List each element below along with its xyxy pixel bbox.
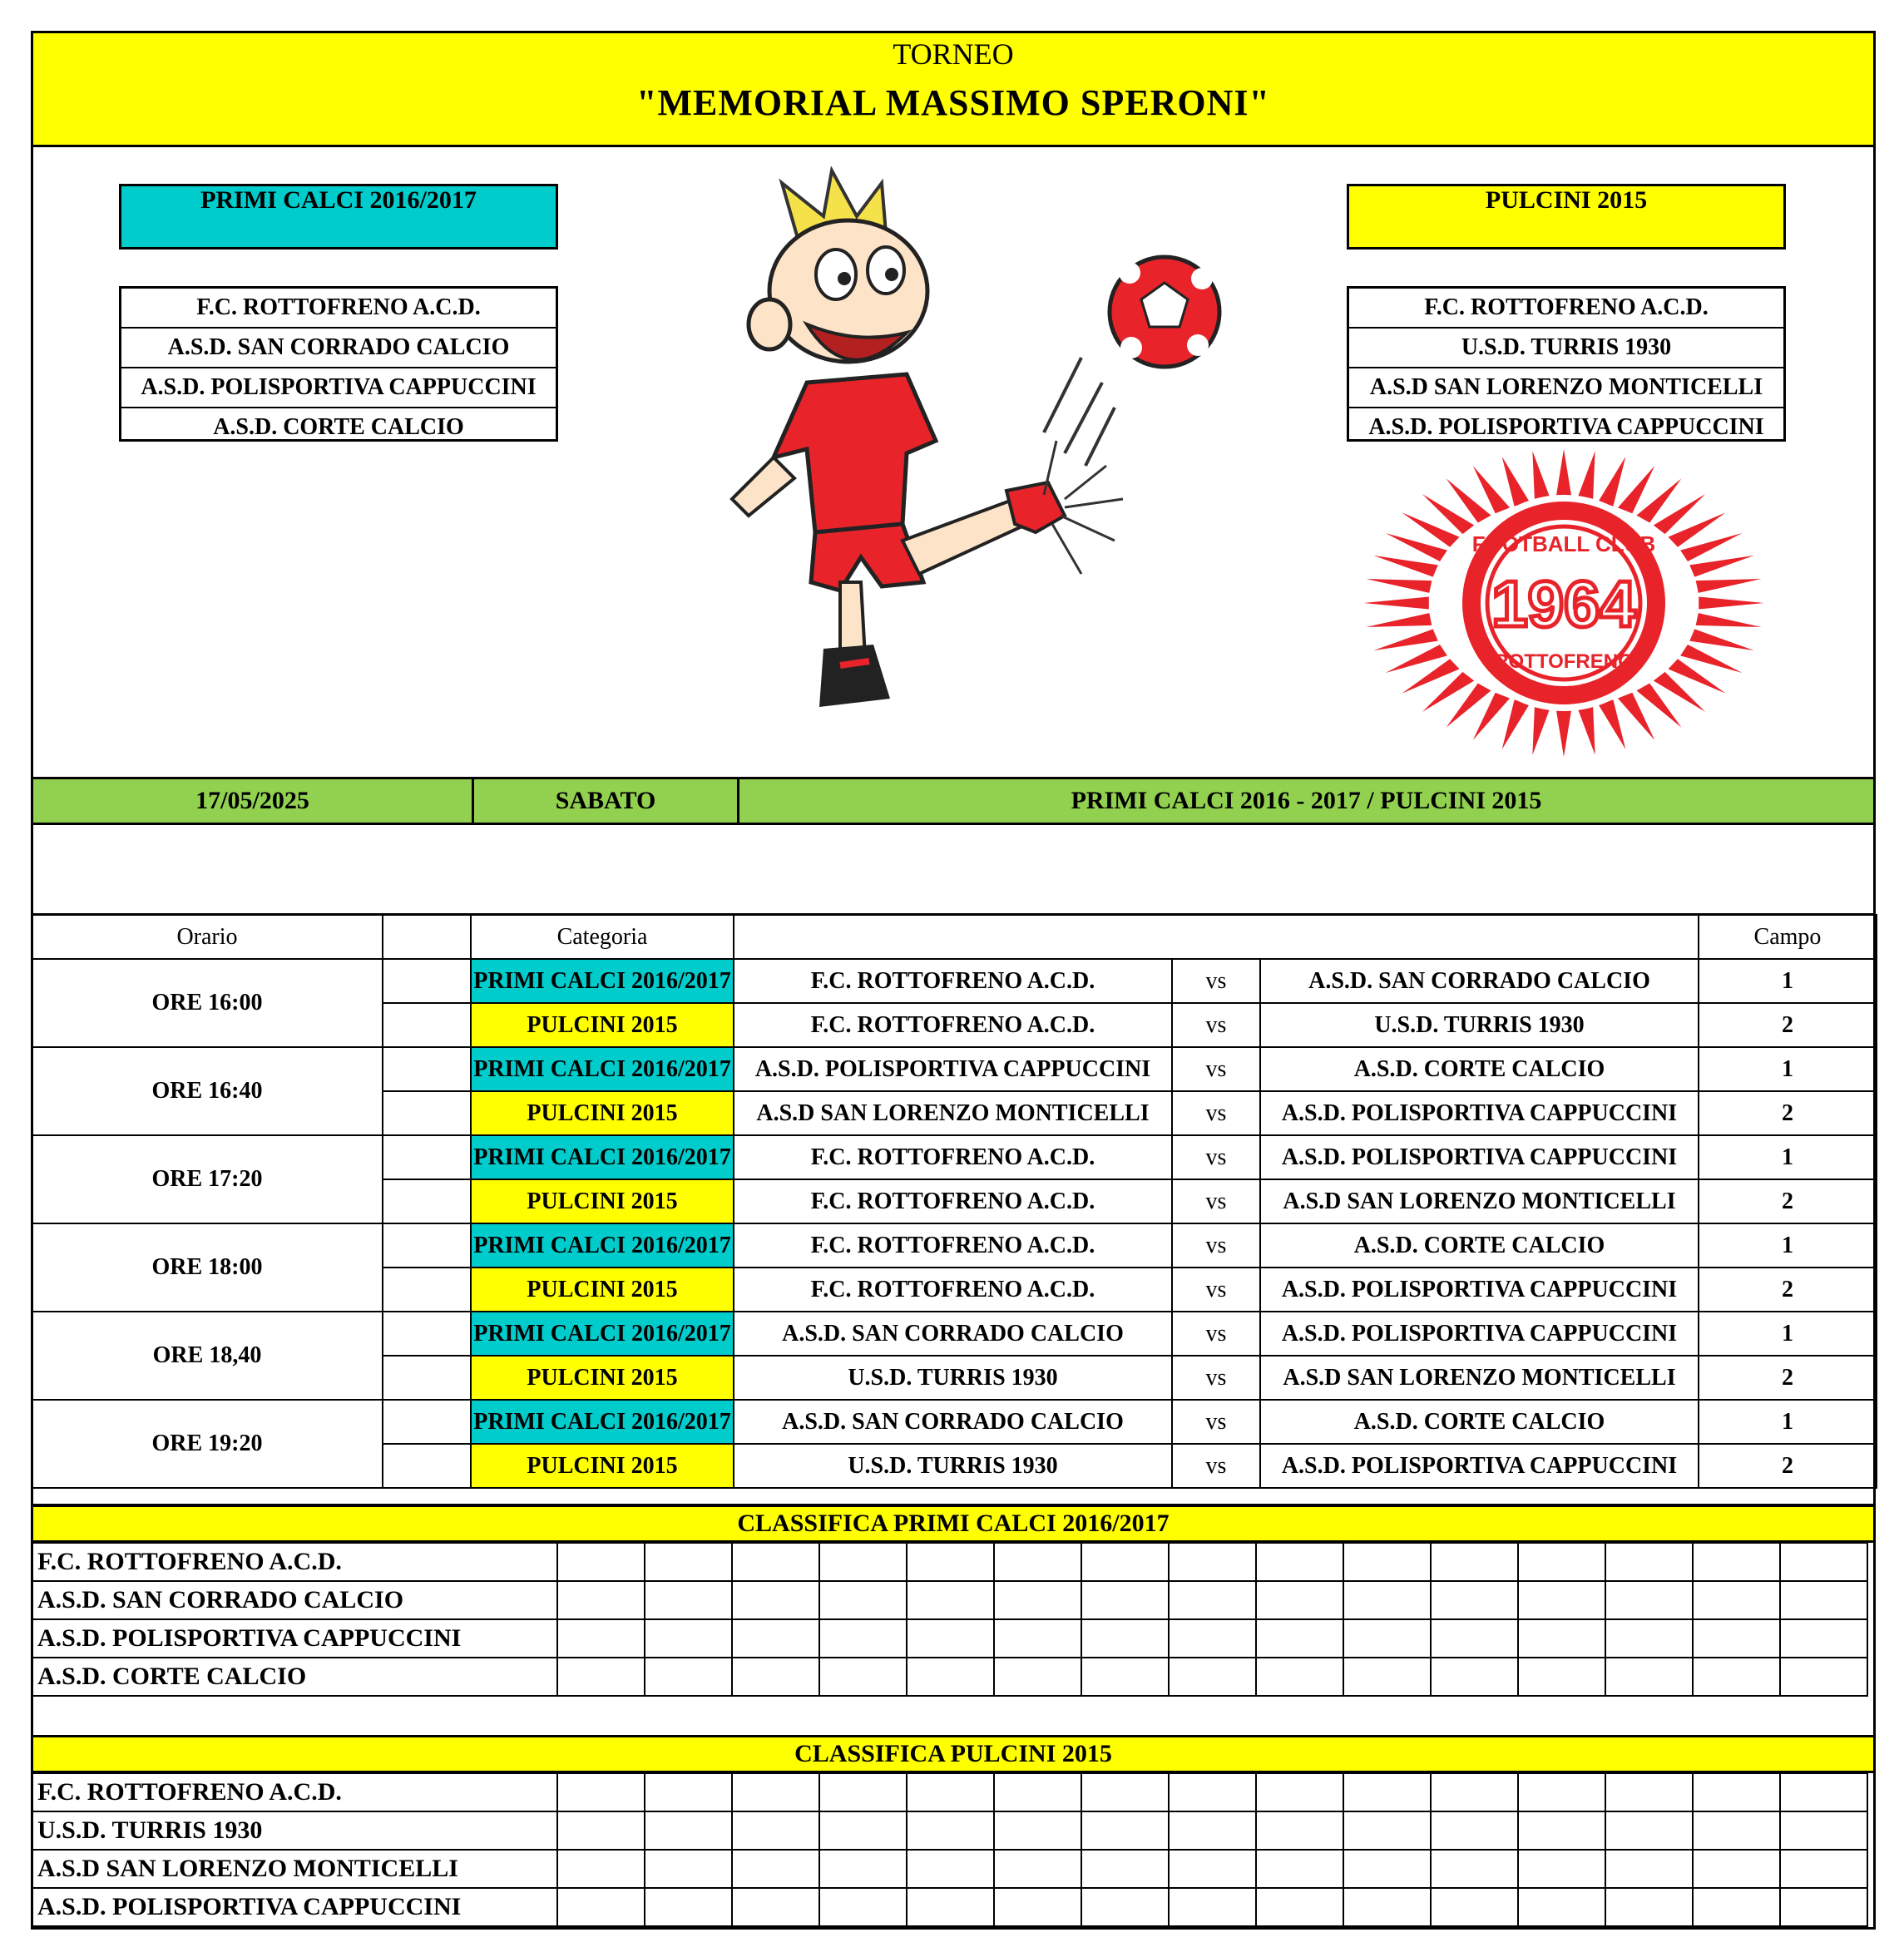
slot-time: ORE 16:00	[32, 959, 383, 1047]
standings-pulcini-table	[31, 1772, 1868, 1927]
standings-score-cell	[1256, 1619, 1343, 1658]
day-bar-day: SABATO	[474, 779, 739, 823]
standings-score-cell	[907, 1658, 994, 1696]
rottofreno-club-logo	[1348, 445, 1780, 761]
standings-score-cell	[1605, 1850, 1693, 1888]
blank-cell	[383, 1091, 471, 1135]
standings-score-cell	[645, 1658, 732, 1696]
standings-team-name: F.C. ROTTOFRENO A.C.D.	[32, 1543, 557, 1581]
group-team-item: A.S.D SAN LORENZO MONTICELLI	[1349, 368, 1783, 408]
standings-team-name: A.S.D. CORTE CALCIO	[32, 1658, 557, 1696]
spacer-band	[31, 823, 1876, 916]
match-vs: vs	[1172, 1091, 1260, 1135]
match-campo: 1	[1699, 1312, 1877, 1356]
logo-ray	[1502, 699, 1530, 749]
standings-score-cell	[1256, 1581, 1343, 1619]
match-home-team: F.C. ROTTOFRENO A.C.D.	[734, 1179, 1172, 1223]
logo-ray	[1689, 556, 1753, 577]
standings-score-cell	[819, 1658, 907, 1696]
standings-score-cell	[1780, 1581, 1867, 1619]
standings-score-cell	[1343, 1543, 1431, 1581]
header-blank	[383, 915, 471, 959]
standings-score-cell	[1256, 1658, 1343, 1696]
standings-pulcini-title: CLASSIFICA PULCINI 2015	[794, 1740, 1112, 1767]
match-vs: vs	[1172, 1400, 1260, 1444]
group-primi-calci-header	[119, 184, 558, 250]
standings-score-cell	[819, 1619, 907, 1658]
standings-score-cell	[1169, 1811, 1256, 1850]
standings-team-name: A.S.D. SAN CORRADO CALCIO	[32, 1581, 557, 1619]
match-vs: vs	[1172, 1312, 1260, 1356]
standings-score-cell	[994, 1811, 1081, 1850]
standings-score-cell	[557, 1773, 645, 1811]
match-home-team: F.C. ROTTOFRENO A.C.D.	[734, 959, 1172, 1003]
match-category: PULCINI 2015	[471, 1003, 734, 1047]
spacer-row-2	[31, 1697, 1876, 1737]
logo-ray	[1364, 597, 1429, 610]
standings-score-cell	[732, 1888, 819, 1926]
match-vs: vs	[1172, 1003, 1260, 1047]
standings-score-cell	[1169, 1658, 1256, 1696]
match-away-team: A.S.D. SAN CORRADO CALCIO	[1260, 959, 1699, 1003]
standings-score-cell	[907, 1773, 994, 1811]
standings-score-cell	[1169, 1773, 1256, 1811]
group-team-item: A.S.D. CORTE CALCIO	[213, 414, 464, 440]
blank-cell	[383, 1312, 471, 1356]
standings-score-cell	[1780, 1811, 1867, 1850]
group-primi-calci-teams	[119, 286, 558, 442]
group-pulcini-header	[1347, 184, 1786, 250]
standings-score-cell	[1605, 1888, 1693, 1926]
standings-primi-title: CLASSIFICA PRIMI CALCI 2016/2017	[737, 1510, 1170, 1537]
standings-score-cell	[1081, 1543, 1169, 1581]
standings-score-cell	[1081, 1581, 1169, 1619]
standings-score-cell	[994, 1543, 1081, 1581]
match-away-team: A.S.D SAN LORENZO MONTICELLI	[1260, 1356, 1699, 1400]
match-campo: 2	[1699, 1356, 1877, 1400]
standings-score-cell	[732, 1811, 819, 1850]
standings-row	[32, 1773, 1867, 1811]
standings-score-cell	[819, 1811, 907, 1850]
logo-ray	[1699, 597, 1763, 610]
standings-score-cell	[1256, 1773, 1343, 1811]
spacer-row	[31, 1466, 1876, 1506]
standings-score-cell	[1256, 1850, 1343, 1888]
standings-score-cell	[1605, 1581, 1693, 1619]
match-row	[32, 1223, 1877, 1268]
standings-score-cell	[1431, 1619, 1518, 1658]
tournament-title: "MEMORIAL MASSIMO SPERONI"	[636, 82, 1270, 123]
match-category: PRIMI CALCI 2016/2017	[471, 1400, 734, 1444]
standings-score-cell	[1605, 1811, 1693, 1850]
standings-score-cell	[1343, 1850, 1431, 1888]
blank-cell	[383, 959, 471, 1003]
match-campo: 2	[1699, 1179, 1877, 1223]
match-away-team: A.S.D. CORTE CALCIO	[1260, 1400, 1699, 1444]
standings-score-cell	[1780, 1658, 1867, 1696]
match-campo: 2	[1699, 1268, 1877, 1312]
match-campo: 1	[1699, 1400, 1877, 1444]
standings-score-cell	[907, 1543, 994, 1581]
standings-score-cell	[732, 1850, 819, 1888]
group-team-item: A.S.D. POLISPORTIVA CAPPUCCINI	[121, 368, 556, 408]
match-home-team: A.S.D. POLISPORTIVA CAPPUCCINI	[734, 1047, 1172, 1091]
standings-score-cell	[1693, 1773, 1780, 1811]
match-category: PRIMI CALCI 2016/2017	[471, 1135, 734, 1179]
standings-score-cell	[1605, 1619, 1693, 1658]
logo-ray	[1532, 704, 1550, 755]
logo-ray	[1577, 704, 1595, 755]
standings-score-cell	[1343, 1811, 1431, 1850]
standings-score-cell	[1518, 1543, 1605, 1581]
group-team-item: U.S.D. TURRIS 1930	[1349, 329, 1783, 368]
standings-score-cell	[557, 1543, 645, 1581]
logo-bottom-text: ROTTOFRENO	[1494, 650, 1634, 673]
match-vs: vs	[1172, 1356, 1260, 1400]
standings-team-name: A.S.D. POLISPORTIVA CAPPUCCINI	[32, 1888, 557, 1926]
match-row	[32, 1312, 1877, 1356]
standings-score-cell	[907, 1811, 994, 1850]
match-row	[32, 1047, 1877, 1091]
standings-row	[32, 1543, 1867, 1581]
blank-cell	[383, 1047, 471, 1091]
standings-score-cell	[1518, 1773, 1605, 1811]
standings-score-cell	[1518, 1619, 1605, 1658]
slot-time: ORE 16:40	[32, 1047, 383, 1135]
match-vs: vs	[1172, 1179, 1260, 1223]
blank-cell	[383, 1356, 471, 1400]
match-home-team: A.S.D. SAN CORRADO CALCIO	[734, 1312, 1172, 1356]
standings-score-cell	[732, 1773, 819, 1811]
match-home-team: A.S.D. SAN CORRADO CALCIO	[734, 1400, 1172, 1444]
group-primi-calci-title: PRIMI CALCI 2016/2017	[200, 186, 477, 214]
standings-score-cell	[1081, 1619, 1169, 1658]
match-home-team: F.C. ROTTOFRENO A.C.D.	[734, 1135, 1172, 1179]
standings-score-cell	[994, 1581, 1081, 1619]
match-row	[32, 1400, 1877, 1444]
standings-score-cell	[994, 1658, 1081, 1696]
standings-score-cell	[1256, 1811, 1343, 1850]
standings-score-cell	[1081, 1888, 1169, 1926]
match-vs: vs	[1172, 1135, 1260, 1179]
match-category: PRIMI CALCI 2016/2017	[471, 1312, 734, 1356]
match-category: PULCINI 2015	[471, 1268, 734, 1312]
group-team-item: F.C. ROTTOFRENO A.C.D.	[121, 289, 556, 329]
slot-time: ORE 19:20	[32, 1400, 383, 1488]
standings-score-cell	[1343, 1888, 1431, 1926]
logo-ray	[1577, 451, 1595, 502]
standings-score-cell	[819, 1773, 907, 1811]
standings-score-cell	[1256, 1543, 1343, 1581]
torneo-label: TORNEO	[893, 37, 1014, 71]
standings-score-cell	[1256, 1888, 1343, 1926]
group-pulcini-teams	[1347, 286, 1786, 442]
standings-score-cell	[907, 1850, 994, 1888]
standings-score-cell	[1431, 1543, 1518, 1581]
blank-cell	[383, 1223, 471, 1268]
match-home-team: U.S.D. TURRIS 1930	[734, 1356, 1172, 1400]
logo-ray	[1696, 613, 1762, 627]
slot-time: ORE 17:20	[32, 1135, 383, 1223]
standings-score-cell	[1693, 1811, 1780, 1850]
standings-score-cell	[907, 1619, 994, 1658]
logo-ray	[1555, 707, 1571, 757]
standings-row	[32, 1658, 1867, 1696]
match-vs: vs	[1172, 1268, 1260, 1312]
standings-score-cell	[645, 1581, 732, 1619]
standings-score-cell	[557, 1888, 645, 1926]
logo-ray	[1366, 613, 1432, 627]
slot-time: ORE 18,40	[32, 1312, 383, 1400]
group-team-item: F.C. ROTTOFRENO A.C.D.	[1349, 289, 1783, 329]
group-team-item: A.S.D. SAN CORRADO CALCIO	[121, 329, 556, 368]
standings-score-cell	[1081, 1773, 1169, 1811]
standings-score-cell	[1343, 1658, 1431, 1696]
match-campo: 1	[1699, 1047, 1877, 1091]
logo-ray	[1366, 579, 1432, 593]
standings-score-cell	[1081, 1658, 1169, 1696]
standings-pulcini-header	[31, 1735, 1876, 1773]
standings-score-cell	[1518, 1888, 1605, 1926]
match-category: PULCINI 2015	[471, 1179, 734, 1223]
standings-score-cell	[645, 1811, 732, 1850]
match-category: PRIMI CALCI 2016/2017	[471, 959, 734, 1003]
match-away-team: A.S.D. POLISPORTIVA CAPPUCCINI	[1260, 1091, 1699, 1135]
match-category: PRIMI CALCI 2016/2017	[471, 1047, 734, 1091]
standings-score-cell	[1169, 1543, 1256, 1581]
standings-score-cell	[557, 1658, 645, 1696]
match-away-team: U.S.D. TURRIS 1930	[1260, 1003, 1699, 1047]
standings-score-cell	[645, 1543, 732, 1581]
match-home-team: F.C. ROTTOFRENO A.C.D.	[734, 1003, 1172, 1047]
standings-score-cell	[1605, 1543, 1693, 1581]
header-campo: Campo	[1699, 915, 1877, 959]
logo-ray	[1502, 457, 1530, 507]
standings-score-cell	[994, 1888, 1081, 1926]
standings-row	[32, 1581, 1867, 1619]
logo-top-text: FOOTBALL CLUB	[1471, 531, 1656, 556]
match-away-team: A.S.D. POLISPORTIVA CAPPUCCINI	[1260, 1444, 1699, 1488]
match-campo: 2	[1699, 1003, 1877, 1047]
standings-score-cell	[1431, 1658, 1518, 1696]
match-home-team: A.S.D SAN LORENZO MONTICELLI	[734, 1091, 1172, 1135]
match-away-team: A.S.D. POLISPORTIVA CAPPUCCINI	[1260, 1268, 1699, 1312]
match-vs: vs	[1172, 1444, 1260, 1488]
standings-score-cell	[1343, 1619, 1431, 1658]
match-row	[32, 1135, 1877, 1179]
standings-score-cell	[1693, 1888, 1780, 1926]
match-row	[32, 959, 1877, 1003]
standings-score-cell	[1081, 1811, 1169, 1850]
match-home-team: F.C. ROTTOFRENO A.C.D.	[734, 1268, 1172, 1312]
standings-score-cell	[732, 1619, 819, 1658]
standings-score-cell	[645, 1773, 732, 1811]
match-home-team: U.S.D. TURRIS 1930	[734, 1444, 1172, 1488]
standings-score-cell	[907, 1581, 994, 1619]
standings-row	[32, 1619, 1867, 1658]
standings-score-cell	[1605, 1773, 1693, 1811]
match-away-team: A.S.D SAN LORENZO MONTICELLI	[1260, 1179, 1699, 1223]
standings-score-cell	[1518, 1581, 1605, 1619]
match-campo: 2	[1699, 1444, 1877, 1488]
standings-score-cell	[819, 1581, 907, 1619]
logo-ray	[1532, 451, 1550, 502]
standings-score-cell	[1431, 1850, 1518, 1888]
logo-ray	[1689, 629, 1753, 650]
logo-ray	[1598, 699, 1625, 749]
match-away-team: A.S.D. CORTE CALCIO	[1260, 1047, 1699, 1091]
blank-cell	[383, 1135, 471, 1179]
standings-score-cell	[1693, 1619, 1780, 1658]
group-pulcini-title: PULCINI 2015	[1485, 186, 1648, 214]
slot-time: ORE 18:00	[32, 1223, 383, 1312]
standings-score-cell	[645, 1888, 732, 1926]
standings-score-cell	[1169, 1850, 1256, 1888]
match-vs: vs	[1172, 959, 1260, 1003]
standings-score-cell	[994, 1850, 1081, 1888]
title-band	[31, 31, 1876, 147]
header-match	[734, 915, 1699, 959]
match-category: PULCINI 2015	[471, 1356, 734, 1400]
match-campo: 1	[1699, 1223, 1877, 1268]
standings-score-cell	[1518, 1850, 1605, 1888]
match-category: PULCINI 2015	[471, 1091, 734, 1135]
match-campo: 1	[1699, 959, 1877, 1003]
standings-team-name: U.S.D. TURRIS 1930	[32, 1811, 557, 1850]
standings-score-cell	[1169, 1619, 1256, 1658]
standings-team-name: F.C. ROTTOFRENO A.C.D.	[32, 1773, 557, 1811]
blank-cell	[383, 1003, 471, 1047]
schedule-header-row	[32, 915, 1877, 959]
standings-primi-table	[31, 1542, 1868, 1697]
standings-score-cell	[1431, 1773, 1518, 1811]
standings-score-cell	[1780, 1773, 1867, 1811]
standings-score-cell	[1518, 1658, 1605, 1696]
standings-score-cell	[1431, 1581, 1518, 1619]
standings-score-cell	[557, 1581, 645, 1619]
match-category: PULCINI 2015	[471, 1444, 734, 1488]
standings-row	[32, 1850, 1867, 1888]
logo-ray	[1373, 556, 1437, 577]
logo-ray	[1373, 629, 1437, 650]
standings-primi-header	[31, 1505, 1876, 1543]
standings-score-cell	[732, 1658, 819, 1696]
match-away-team: A.S.D. CORTE CALCIO	[1260, 1223, 1699, 1268]
standings-score-cell	[557, 1850, 645, 1888]
standings-score-cell	[994, 1619, 1081, 1658]
match-campo: 2	[1699, 1091, 1877, 1135]
standings-score-cell	[819, 1888, 907, 1926]
standings-row	[32, 1811, 1867, 1850]
standings-score-cell	[1081, 1850, 1169, 1888]
standings-score-cell	[907, 1888, 994, 1926]
match-vs: vs	[1172, 1223, 1260, 1268]
blank-cell	[383, 1400, 471, 1444]
standings-score-cell	[819, 1543, 907, 1581]
match-away-team: A.S.D. POLISPORTIVA CAPPUCCINI	[1260, 1135, 1699, 1179]
standings-score-cell	[645, 1850, 732, 1888]
standings-score-cell	[732, 1581, 819, 1619]
standings-score-cell	[1169, 1581, 1256, 1619]
standings-score-cell	[1693, 1850, 1780, 1888]
match-campo: 1	[1699, 1135, 1877, 1179]
header-orario: Orario	[32, 915, 383, 959]
standings-team-name: A.S.D SAN LORENZO MONTICELLI	[32, 1850, 557, 1888]
standings-score-cell	[1605, 1658, 1693, 1696]
logo-ray	[1696, 579, 1762, 593]
standings-score-cell	[732, 1543, 819, 1581]
standings-row	[32, 1888, 1867, 1926]
standings-score-cell	[1431, 1888, 1518, 1926]
standings-score-cell	[1343, 1581, 1431, 1619]
logo-ray	[1598, 457, 1625, 507]
standings-score-cell	[994, 1773, 1081, 1811]
standings-score-cell	[645, 1619, 732, 1658]
match-category: PRIMI CALCI 2016/2017	[471, 1223, 734, 1268]
logo-year: 1964	[1491, 567, 1636, 640]
match-home-team: F.C. ROTTOFRENO A.C.D.	[734, 1223, 1172, 1268]
schedule-table	[31, 914, 1877, 1489]
standings-score-cell	[1780, 1619, 1867, 1658]
standings-score-cell	[1518, 1811, 1605, 1850]
header-categoria: Categoria	[471, 915, 734, 959]
standings-score-cell	[1343, 1773, 1431, 1811]
soccer-player-illustration	[715, 166, 1248, 740]
logo-ray	[1555, 449, 1571, 499]
standings-score-cell	[819, 1850, 907, 1888]
match-vs: vs	[1172, 1047, 1260, 1091]
standings-team-name: A.S.D. POLISPORTIVA CAPPUCCINI	[32, 1619, 557, 1658]
blank-cell	[383, 1179, 471, 1223]
standings-score-cell	[1431, 1811, 1518, 1850]
day-bar	[31, 777, 1876, 825]
standings-score-cell	[557, 1811, 645, 1850]
standings-score-cell	[1693, 1543, 1780, 1581]
standings-score-cell	[1693, 1658, 1780, 1696]
group-team-item: A.S.D. POLISPORTIVA CAPPUCCINI	[1368, 414, 1764, 440]
standings-score-cell	[557, 1619, 645, 1658]
standings-score-cell	[1780, 1888, 1867, 1926]
standings-score-cell	[1780, 1850, 1867, 1888]
day-bar-date: 17/05/2025	[33, 779, 474, 823]
day-bar-categories: PRIMI CALCI 2016 - 2017 / PULCINI 2015	[1071, 787, 1542, 814]
standings-score-cell	[1780, 1543, 1867, 1581]
standings-score-cell	[1169, 1888, 1256, 1926]
standings-score-cell	[1693, 1581, 1780, 1619]
match-away-team: A.S.D. POLISPORTIVA CAPPUCCINI	[1260, 1312, 1699, 1356]
blank-cell	[383, 1268, 471, 1312]
